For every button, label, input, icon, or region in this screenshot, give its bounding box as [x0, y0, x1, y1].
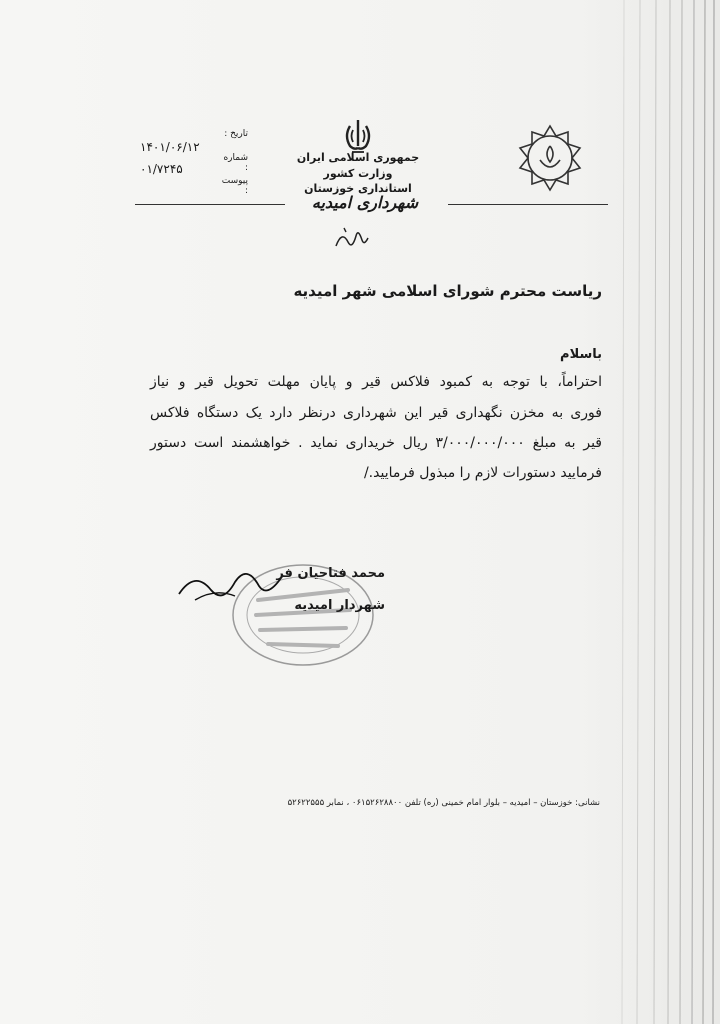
- date-value: ۱۴۰۱/۰۶/۱۲: [140, 140, 200, 154]
- number-label: شماره :: [223, 153, 248, 173]
- ministry-title: وزارت کشور: [323, 167, 393, 180]
- signer-name: محمد فتاحیان فر: [276, 566, 385, 581]
- handwritten-annotation: [330, 222, 370, 254]
- body-line-1: احتراماً، با توجه به کمبود فلاکس قیر و پایان مهلت تحویل قیر و نیاز: [150, 374, 602, 390]
- date-label: تاریخ :: [224, 129, 248, 139]
- body-line-2: فوری به مخزن نگهداری قیر این شهرداری درنظر دارد یک دستگاه فلاکس: [150, 405, 602, 421]
- body-line-3: قیر به مبلغ ۳/۰۰۰/۰۰۰/۰۰۰ ریال خریداری نماید . خواهشمند است دستور: [150, 435, 602, 451]
- attachment-label: پیوست :: [221, 176, 248, 196]
- letter-heading: ریاست محترم شورای اسلامی شهر امیدیه: [293, 282, 602, 300]
- greeting: باسلام: [560, 347, 602, 362]
- header-divider-right: [448, 204, 608, 205]
- municipality-title: شهرداری امیدیه: [311, 193, 419, 212]
- footer-address: نشانی: خوزستان – امیدیه – بلوار امام خمینی (ره) تلفن ۰۶۱۵۲۶۲۸۸۰۰ ، نمابر ۵۲۶۲۲۵۵۵: [287, 798, 600, 808]
- page-edge-shadow: [610, 0, 720, 1024]
- signer-title: شهردار امیدیه: [294, 598, 385, 613]
- governorate-title: استانداری خوزستان: [304, 182, 412, 195]
- body-line-4: فرمایید دستورات لازم را مبذول فرمایید./: [363, 465, 602, 481]
- municipality-logo-icon: [510, 118, 590, 198]
- number-value: ۰۱/۷۲۴۵: [140, 162, 183, 176]
- republic-title: جمهوری اسلامی ایران: [296, 151, 420, 164]
- header-divider-left: [135, 204, 285, 205]
